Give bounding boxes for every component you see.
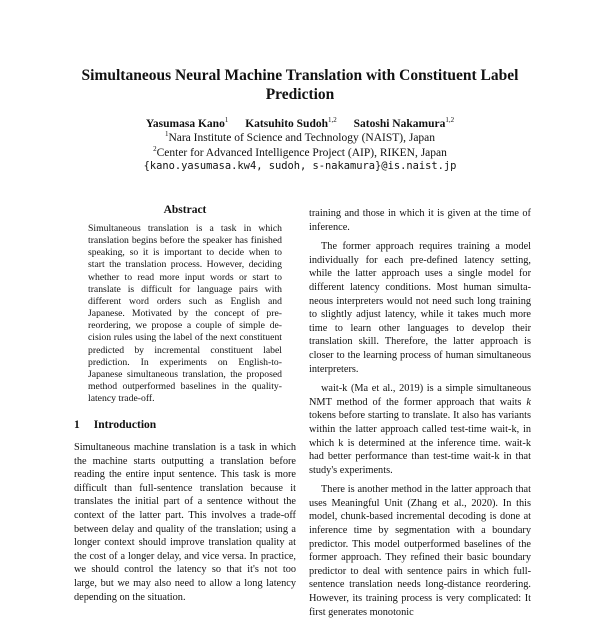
author-name: Satoshi Nakamura$^{1,2}$: [353, 116, 455, 130]
paper-title: Simultaneous Neural Machine Translation with Constituent Label Prediction: [81, 67, 519, 103]
section-number: 1: [74, 419, 80, 431]
paragraph: There is another method in the latter approach that uses Meaningful Unit (Zhang et al., 2020). In this model, chunk-based incremental decoding is done at inference time by segmentation with a boundary predictor. This model outperformed baselines of the former approach. They refined their basic boundary predictor to deal with sentence pairs in which full-sentence translation needs long-distance reordering. However, its training process is very complicated: It first generates monotonic: [309, 484, 531, 618]
section-title: Introduction: [93, 419, 157, 431]
author-name: Yasumasa Kano$^1$: [145, 116, 229, 130]
abstract-heading: Abstract: [163, 204, 207, 216]
author-emails: {kano.yasumasa.kw4, sudoh, s-nakamura}@is.naist.jp: [143, 160, 457, 172]
abstract-text: Simultaneous translation is a task in which translation begins before the speaker has finished speaking, so it is important to decide when to start the translation process. However, deciding whether to read more input words or start to translate is difficult for language pairs with different word orders such as English and Japanese. Motivated by the concept of prereordering, we propose a couple of simple decision rules using the label of the next constituent predicted by incremental constituent label prediction. In experiments on English-to-Japanese simultaneous translation, the proposed method outperformed baselines in the quality-latency trade-off.: [88, 223, 282, 405]
right-column: [309, 207, 531, 619]
paragraph: wait-k (Ma et al., 2019) is a simple simultaneous NMT method of the former approach that waits k tokens before starting to translate. It also has variants within the latter approach called test-time wait-k, in which k is determined at the inference time. wait-k had better performance than test-time wait-k in that study's experiments.: [309, 383, 531, 476]
section-heading: [74, 419, 156, 431]
introduction-text: Simultaneous machine translation is a task in which the machine starts outputting a translation before reading the entire input sentence. This task is more difficult than full-sentence translation because it translates the initial part of a sentence without the context of the latter part. This involves a trade-off between delay and quality of the translation; using a longer context should improve translation quality at the cost of a longer delay, and vice versa. In practice, we should control the latency so that it's not too large, but we may also need to allow a long latency depending on the situation.: [74, 442, 296, 603]
author-name: Katsuhito Sudoh$^{1,2}$: [245, 116, 337, 130]
affiliation: $^2$Center for Advanced Intelligence Project (AIP), RIKEN, Japan: [153, 145, 447, 159]
paragraph: training and those in which it is given at the time of inference.: [309, 208, 531, 233]
affiliation: $^1$Nara Institute of Science and Technology (NAIST), Japan: [164, 130, 436, 144]
paragraph: The former approach requires training a model individually for each pre-defined latency setting, while the latter approach uses a single model for different latency conditions. Most human simultaneous interpreters would not need such long training to slightly adjust latency, while it takes much more time to learn other languages to develop their translation skill. Therefore, the latter approach is closer to the learning process of human simultaneous interpreters.: [309, 241, 531, 375]
